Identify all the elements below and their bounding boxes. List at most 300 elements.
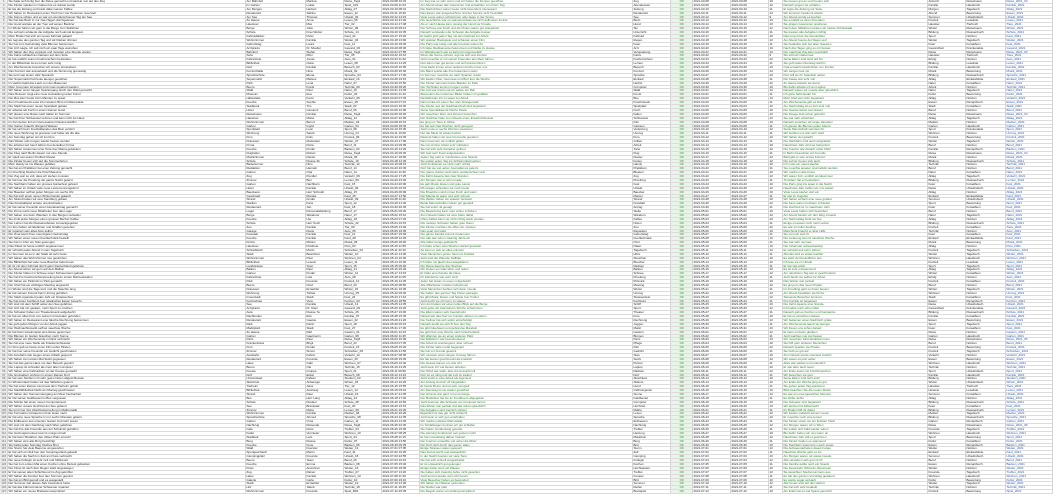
table-cell[interactable]: Tagebuch — [966, 323, 1006, 327]
table-cell[interactable]: Urlaub_2021 — [1006, 16, 1053, 20]
table-cell[interactable]: 2021-03-27 — [693, 74, 731, 78]
table-cell[interactable]: Bus — [246, 397, 306, 401]
table-cell[interactable]: Kultur — [928, 440, 966, 444]
table-cell[interactable]: Sie hat zum ersten Mal einen Kuchen ohne Rezept gebacken — [8, 463, 246, 467]
row-number[interactable]: 50 — [0, 191, 8, 195]
table-cell[interactable]: Sie hat zum Geburtstag viele Blumen bekommen — [8, 43, 246, 47]
table-cell[interactable]: 2021-03-14 — [693, 23, 731, 27]
table-cell[interactable]: 10 — [769, 354, 783, 358]
row-number[interactable]: 47 — [0, 179, 8, 183]
table-cell[interactable]: Gewinn_2021 — [1006, 331, 1053, 335]
table-cell[interactable]: Fest_2021 — [1006, 206, 1053, 210]
table-cell[interactable]: Familie — [306, 475, 344, 479]
table-cell[interactable]: Film — [633, 121, 671, 125]
table-cell[interactable]: 2021-04-04 — [731, 105, 769, 109]
table-cell[interactable]: Fotoalbum — [966, 327, 1006, 331]
table-cell[interactable]: Schreiben_05 — [344, 350, 382, 354]
table-cell[interactable]: OK — [671, 58, 693, 62]
table-cell[interactable]: OK — [671, 459, 693, 463]
table-cell[interactable]: 2021-05-01 09:30 — [382, 210, 420, 214]
table-cell[interactable]: Die Kinder sammeln bunte Blaetter im Park — [420, 82, 633, 86]
table-cell[interactable]: Familie — [928, 315, 966, 319]
table-cell[interactable]: Strand — [246, 393, 306, 397]
table-cell[interactable]: Anfaenger — [306, 381, 344, 385]
table-cell[interactable]: 2021-04-02 — [731, 97, 769, 101]
table-cell[interactable]: Burg — [246, 440, 306, 444]
table-cell[interactable]: 2021-04-12 — [731, 136, 769, 140]
table-cell[interactable]: 10 — [769, 86, 783, 90]
table-cell[interactable]: Wir haben unsere Hochzeit am See gefeiert — [8, 405, 246, 409]
table-cell[interactable]: Musik — [928, 156, 966, 160]
table-cell[interactable]: Sie loesten alle Aufgaben richtig — [783, 31, 928, 35]
table-cell[interactable]: 12 — [769, 214, 783, 218]
table-cell[interactable]: 11 — [769, 195, 783, 199]
table-cell[interactable]: 2021-06-11 — [731, 370, 769, 374]
table-cell[interactable]: Reise — [928, 331, 966, 335]
table-cell[interactable]: 10 — [769, 401, 783, 405]
table-cell[interactable]: Sie hat sich einen neuen Wintermantel gekauft — [8, 195, 246, 199]
table-cell[interactable]: Bewertung — [966, 490, 1006, 494]
table-cell[interactable]: Einkauf — [928, 195, 966, 199]
table-cell[interactable]: 2021-03-08 10:22 — [382, 0, 420, 4]
table-cell[interactable]: Beruf — [928, 284, 966, 288]
table-cell[interactable]: OK — [671, 447, 693, 451]
table-cell[interactable]: 2021-03-27 — [731, 74, 769, 78]
table-cell[interactable]: 11 — [769, 440, 783, 444]
table-cell[interactable]: OK — [671, 253, 693, 257]
table-cell[interactable]: Garten_08 — [344, 335, 382, 339]
table-cell[interactable]: 2021-06-07 08:05 — [382, 354, 420, 358]
row-number[interactable]: 3 — [0, 8, 8, 12]
table-cell[interactable]: Galerie — [246, 479, 306, 483]
table-cell[interactable]: Campingplatz — [246, 455, 306, 459]
table-cell[interactable]: Krankenhaus — [246, 342, 306, 346]
table-cell[interactable]: Mein Handy ist ins Wasser gefallen — [8, 163, 246, 167]
table-cell[interactable]: 2021-04-04 — [693, 105, 731, 109]
table-cell[interactable]: 2021-04-02 — [693, 97, 731, 101]
table-cell[interactable]: 2021-06-05 — [693, 346, 731, 350]
table-cell[interactable]: Zimmer — [246, 350, 306, 354]
table-cell[interactable]: 2021-05-21 16:30 — [382, 288, 420, 292]
table-cell[interactable]: Brautpaar — [306, 405, 344, 409]
table-cell[interactable]: Zug — [246, 175, 306, 179]
table-cell[interactable]: 2021-04-17 — [693, 156, 731, 160]
table-cell[interactable]: Bildung — [928, 409, 966, 413]
table-cell[interactable]: 2021-06-27 — [693, 432, 731, 436]
table-cell[interactable]: Sport_24 — [344, 436, 382, 440]
table-cell[interactable]: Danach gingen sie schlafen — [783, 4, 928, 8]
table-cell[interactable]: 2021-05-27 19:00 — [382, 311, 420, 315]
table-cell[interactable]: Konzert — [633, 70, 671, 74]
table-cell[interactable]: Klassenbuch — [966, 409, 1006, 413]
table-cell[interactable]: Tobias — [306, 292, 344, 296]
table-cell[interactable]: 2021-04-27 — [693, 195, 731, 199]
table-cell[interactable]: Er hat ein altes Foto von seinem Grossvater gefunden — [8, 315, 246, 319]
row-number[interactable]: 66 — [0, 253, 8, 257]
row-number[interactable]: 115 — [1, 442, 7, 447]
table-cell[interactable]: Fest_30 — [344, 405, 382, 409]
table-cell[interactable]: Technik_18 — [344, 486, 382, 490]
table-cell[interactable]: Garten — [246, 183, 306, 187]
table-cell[interactable]: 2021-05-04 10:15 — [382, 222, 420, 226]
table-cell[interactable]: Herbst — [633, 82, 671, 86]
table-cell[interactable]: Handy — [633, 163, 671, 167]
table-cell[interactable]: 2021-07-12 — [731, 490, 769, 494]
table-cell[interactable]: Der Bus kam heute zehn Minuten zu spaet — [8, 97, 246, 101]
table-cell[interactable]: Schluessel — [633, 117, 671, 121]
table-cell[interactable]: OK — [671, 183, 693, 187]
table-cell[interactable]: Winter — [928, 381, 966, 385]
table-cell[interactable]: 2021-05-18 — [731, 276, 769, 280]
table-cell[interactable]: Dann koennen wir endlich grillen — [420, 140, 633, 144]
table-cell[interactable]: Backen_2021 — [1006, 444, 1053, 448]
table-cell[interactable]: Erfolg — [928, 58, 966, 62]
table-cell[interactable]: Markt — [633, 327, 671, 331]
table-cell[interactable]: OK — [671, 354, 693, 358]
table-cell[interactable]: Rezeptbuch — [966, 101, 1006, 105]
table-cell[interactable]: Studium_03 — [344, 377, 382, 381]
table-cell[interactable]: Er hatte eine Karotte als Nase — [420, 272, 633, 276]
table-cell[interactable]: OK — [671, 389, 693, 393]
table-cell[interactable]: Natur_2021 — [1006, 82, 1053, 86]
table-cell[interactable]: 2021-06-01 — [693, 331, 731, 335]
table-cell[interactable]: OK — [671, 261, 693, 265]
table-cell[interactable]: 11 — [769, 374, 783, 378]
table-cell[interactable]: 2021-05-11 — [731, 249, 769, 253]
table-cell[interactable]: 2021-05-15 — [731, 265, 769, 269]
table-cell[interactable]: Sven — [306, 265, 344, 269]
table-cell[interactable]: 2021-07-03 22:55 — [382, 455, 420, 459]
table-cell[interactable]: 2021-04-18 12:30 — [382, 160, 420, 164]
table-cell[interactable]: Alltag — [928, 78, 966, 82]
table-cell[interactable]: Urlaub_2021 — [1006, 303, 1053, 307]
table-cell[interactable]: 2021-04-07 — [693, 117, 731, 121]
table-cell[interactable]: Lesen_14 — [344, 389, 382, 393]
table-cell[interactable]: Sie lernt seit einem Jahr Spanisch — [8, 74, 246, 78]
table-cell[interactable]: Theater — [633, 311, 671, 315]
table-cell[interactable]: 2021-05-08 12:25 — [382, 237, 420, 241]
table-cell[interactable]: Urlaub_12 — [344, 303, 382, 307]
table-cell[interactable]: Giessen — [633, 125, 671, 129]
table-cell[interactable]: 2021-06-19 — [693, 401, 731, 405]
table-cell[interactable]: Schule_22 — [344, 222, 382, 226]
table-cell[interactable]: 9 — [769, 54, 783, 58]
table-cell[interactable]: Am Strand haben wir eine Sandburg gebaut — [8, 198, 246, 202]
table-cell[interactable]: Wohnen_04 — [344, 257, 382, 261]
table-cell[interactable]: 2021-06-16 09:10 — [382, 389, 420, 393]
table-cell[interactable]: 2021-03-19 — [693, 43, 731, 47]
table-cell[interactable]: Auto_2021 — [1006, 276, 1053, 280]
table-cell[interactable]: 2021-04-12 19:45 — [382, 136, 420, 140]
table-cell[interactable]: Katrin — [306, 323, 344, 327]
table-cell[interactable]: Familie — [306, 237, 344, 241]
table-cell[interactable]: Musikzimmer — [246, 156, 306, 160]
table-cell[interactable]: 2021-04-24 — [731, 183, 769, 187]
table-cell[interactable]: OK — [671, 381, 693, 385]
table-cell[interactable]: 2021-05-17 13:15 — [382, 272, 420, 276]
table-cell[interactable]: Wetter_2021 — [1006, 253, 1053, 257]
table-cell[interactable]: Arztpraxis — [246, 307, 306, 311]
table-cell[interactable]: Morgen — [928, 8, 966, 12]
table-cell[interactable]: Notizen — [966, 163, 1006, 167]
table-cell[interactable]: Bildung — [928, 31, 966, 35]
table-cell[interactable]: Es hat seit zwei Wochen nicht geregnet — [420, 125, 633, 129]
table-cell[interactable]: Zug — [246, 471, 306, 475]
table-cell[interactable]: Urlaubsbuch — [966, 16, 1006, 20]
table-cell[interactable]: 2021-05-31 — [731, 327, 769, 331]
table-cell[interactable]: Kuchen — [633, 463, 671, 467]
table-cell[interactable]: Umzug_2021 — [1006, 132, 1053, 136]
table-cell[interactable]: Im Fruehling geht es ihnen besser — [783, 288, 928, 292]
table-cell[interactable]: 10 — [769, 257, 783, 261]
table-cell[interactable]: 2021-06-15 15:55 — [382, 385, 420, 389]
table-cell[interactable]: Sie hat das Buch in nur zwei Tagen durchgelesen — [8, 19, 246, 23]
table-cell[interactable]: Tierbuch — [966, 385, 1006, 389]
table-cell[interactable]: Schule_14 — [344, 31, 382, 35]
table-cell[interactable]: 2021-06-17 21:05 — [382, 393, 420, 397]
table-cell[interactable]: Wir haben einen neuen Kuehlschrank bestellt — [8, 237, 246, 241]
table-cell[interactable]: Freizeit — [928, 249, 966, 253]
table-cell[interactable]: Viele Leute kaufen dort ein — [783, 191, 928, 195]
table-cell[interactable]: Urlaub_03 — [344, 16, 382, 20]
table-cell[interactable]: Er faehrt jetzt jeden Tag mit dem Fahrrad zur Arbeit — [420, 35, 633, 39]
table-cell[interactable]: 2021-06-17 — [693, 393, 731, 397]
row-number[interactable]: 45 — [0, 171, 8, 175]
table-cell[interactable]: Hausbuch — [966, 4, 1006, 8]
table-cell[interactable]: Katze — [633, 54, 671, 58]
table-cell[interactable]: Er hat eine neue Sprache in nur sechs Monaten gelernt — [8, 416, 246, 420]
table-cell[interactable]: Alle freuen sich auf den Herbst — [783, 482, 928, 486]
table-cell[interactable]: Notizen — [966, 58, 1006, 62]
table-cell[interactable]: Sie hat sich schnell eingearbeitet — [420, 459, 633, 463]
table-cell[interactable]: Urlaub_09 — [344, 198, 382, 202]
table-cell[interactable]: Noten — [633, 222, 671, 226]
table-cell[interactable]: Wohnen_10 — [344, 432, 382, 436]
table-cell[interactable]: 2021-05-21 — [731, 288, 769, 292]
table-cell[interactable]: Sie gehen jeden Tag spazieren — [783, 385, 928, 389]
table-cell[interactable]: 2021-06-22 20:20 — [382, 412, 420, 416]
table-cell[interactable]: Kueche — [246, 218, 306, 222]
table-cell[interactable]: 2021-03-12 14:15 — [382, 16, 420, 20]
table-cell[interactable]: Der Duft zieht durch das ganze Haus — [420, 444, 633, 448]
table-cell[interactable]: 2021-04-15 — [693, 148, 731, 152]
table-cell[interactable]: Bildung — [928, 401, 966, 405]
table-cell[interactable]: Deshalb kam ich zu spaet zur Arbeit — [420, 97, 633, 101]
table-cell[interactable]: 11 — [769, 300, 783, 304]
table-cell[interactable]: Die Bewerbung kann man online schicken — [420, 210, 633, 214]
table-cell[interactable]: 2021-03-29 — [731, 82, 769, 86]
table-cell[interactable]: 2021-06-04 — [731, 342, 769, 346]
table-cell[interactable]: Freunde — [306, 490, 344, 494]
table-cell[interactable]: Die Eltern waren sehr beeindruckt — [420, 311, 633, 315]
table-cell[interactable]: Treffen — [633, 471, 671, 475]
table-cell[interactable]: Oma backt immer einen leckeren Kuchen fuer uns — [420, 66, 633, 70]
table-cell[interactable]: 2021-03-28 — [693, 78, 731, 82]
table-cell[interactable]: Reise — [928, 113, 966, 117]
table-cell[interactable]: Umzug_01 — [344, 132, 382, 136]
table-cell[interactable]: Reise — [928, 51, 966, 55]
table-cell[interactable]: Bibliothek — [246, 389, 306, 393]
row-number[interactable]: 46 — [0, 175, 8, 179]
table-cell[interactable]: 2021-05-28 15:45 — [382, 315, 420, 319]
table-cell[interactable]: 2021-05-02 15:10 — [382, 214, 420, 218]
table-cell[interactable]: 2021-06-13 — [693, 377, 731, 381]
table-cell[interactable]: Beruf_20 — [344, 284, 382, 288]
table-cell[interactable]: Sie arbeitet seit fuenf Jahren bei derselben Firma — [8, 144, 246, 148]
table-cell[interactable]: 10 — [769, 268, 783, 272]
table-cell[interactable]: 13 — [769, 19, 783, 23]
table-cell[interactable]: Die neue Kollegin ist sehr nett und hilfsbereit — [8, 459, 246, 463]
table-cell[interactable]: Fotoalbum — [966, 226, 1006, 230]
table-cell[interactable]: Reise — [928, 338, 966, 342]
table-cell[interactable]: Essen — [928, 319, 966, 323]
table-cell[interactable]: Natur_17 — [344, 214, 382, 218]
table-cell[interactable]: Familie — [928, 4, 966, 8]
table-cell[interactable]: Beruf_06 — [344, 109, 382, 113]
table-cell[interactable]: Sie haben den ganzen Tag Kisten getragen — [420, 292, 633, 296]
row-number[interactable]: 111 — [1, 426, 7, 431]
table-cell[interactable]: Wir haben zusammen eine Torte fuer Mama gebacken — [8, 148, 246, 152]
table-cell[interactable]: OK — [671, 43, 693, 47]
table-cell[interactable]: Er hat seinen alten Schulfreund im Zug getroffen — [8, 471, 246, 475]
table-cell[interactable]: Urlaubsbuch — [966, 187, 1006, 191]
table-cell[interactable]: 2021-05-09 18:30 — [382, 241, 420, 245]
table-cell[interactable]: 2021-07-02 — [731, 451, 769, 455]
table-cell[interactable]: Bildung — [928, 222, 966, 226]
table-cell[interactable]: 11 — [769, 222, 783, 226]
table-cell[interactable]: Leseliste — [966, 389, 1006, 393]
table-cell[interactable]: 12 — [769, 117, 783, 121]
row-number[interactable]: 40 — [0, 152, 8, 156]
table-cell[interactable]: Wetter_16 — [344, 467, 382, 471]
table-cell[interactable]: Lesen_08 — [344, 62, 382, 66]
table-cell[interactable]: Tagebuch — [966, 117, 1006, 121]
table-cell[interactable]: 2021-06-05 — [731, 346, 769, 350]
row-number[interactable]: 29 — [0, 109, 8, 113]
table-cell[interactable]: OK — [671, 62, 693, 66]
table-cell[interactable]: 11 — [769, 167, 783, 171]
table-cell[interactable]: 2021-07-08 11:30 — [382, 475, 420, 479]
table-cell[interactable]: Garten — [928, 335, 966, 339]
table-cell[interactable]: 12 — [769, 160, 783, 164]
table-cell[interactable]: Haus — [246, 362, 306, 366]
table-cell[interactable]: 2021-03-10 08:41 — [382, 8, 420, 12]
table-cell[interactable]: 2021-06-09 10:40 — [382, 362, 420, 366]
table-cell[interactable]: 2021-06-24 — [731, 420, 769, 424]
row-number[interactable]: 60 — [0, 230, 8, 234]
table-cell[interactable]: 2021-04-09 — [731, 125, 769, 129]
table-cell[interactable]: Einige muessen noch mehr ueben — [783, 222, 928, 226]
table-cell[interactable]: 2021-05-13 — [693, 257, 731, 261]
table-cell[interactable]: 11 — [769, 451, 783, 455]
table-cell[interactable]: Notizen — [966, 97, 1006, 101]
table-cell[interactable]: Jetzt moechte er mit seinen Freunden ans Meer fahren — [420, 58, 633, 62]
table-cell[interactable]: Das Zelt ist leicht und wasserdicht — [420, 451, 633, 455]
table-cell[interactable]: Geburtstag — [633, 233, 671, 237]
table-cell[interactable]: 2021-04-04 16:30 — [382, 105, 420, 109]
table-cell[interactable]: Ich lese sie im Urlaub — [783, 261, 928, 265]
table-cell[interactable]: Alltag_15 — [344, 191, 382, 195]
table-cell[interactable]: Hinweis — [928, 389, 966, 393]
table-cell[interactable]: Familie — [306, 113, 344, 117]
table-cell[interactable]: OK — [671, 144, 693, 148]
table-cell[interactable]: 2021-05-02 — [693, 214, 731, 218]
row-number[interactable]: 93 — [0, 358, 8, 362]
table-cell[interactable]: 2021-06-23 12:35 — [382, 416, 420, 420]
table-cell[interactable]: 2021-05-05 — [693, 226, 731, 230]
table-cell[interactable]: Bewertung — [966, 12, 1006, 16]
table-cell[interactable]: Gaeste — [306, 319, 344, 323]
table-cell[interactable]: 12 — [769, 482, 783, 486]
table-cell[interactable]: Die Party ging bis spaet in die Nacht — [783, 183, 928, 187]
table-cell[interactable]: Viele Leute haben sich beworben — [783, 210, 928, 214]
table-cell[interactable]: Die Kinder freuen sich auf die Sommerferien — [8, 160, 246, 164]
table-cell[interactable]: Sie hat ihren Schluessel verloren und kam nicht ins Haus — [8, 117, 246, 121]
table-cell[interactable]: OK — [671, 467, 693, 471]
table-cell[interactable]: Kevin — [306, 97, 344, 101]
table-cell[interactable]: 2021-05-09 — [731, 241, 769, 245]
table-cell[interactable]: Im Herbst faellt das Laub von den Baeumen — [8, 82, 246, 86]
table-cell[interactable]: 2021-05-30 06:15 — [382, 323, 420, 327]
table-cell[interactable]: Kauf_2021 — [1006, 451, 1053, 455]
table-cell[interactable]: Ich gehe bald wieder hin — [783, 93, 928, 97]
table-cell[interactable]: Anwohner — [306, 467, 344, 471]
table-cell[interactable]: Trotzdem hat er bestanden — [783, 179, 928, 183]
table-cell[interactable]: Seine Spezialitaet ist frische Pasta — [420, 109, 633, 113]
table-cell[interactable]: Ferien — [633, 160, 671, 164]
table-cell[interactable]: OK — [671, 315, 693, 319]
table-cell[interactable]: Freizeit — [928, 346, 966, 350]
table-cell[interactable]: Sport — [928, 370, 966, 374]
table-cell[interactable]: Fest_2021 — [1006, 296, 1053, 300]
table-cell[interactable]: Fotoalbum — [966, 315, 1006, 319]
row-number[interactable]: 70 — [0, 268, 8, 272]
table-cell[interactable]: 12 — [769, 424, 783, 428]
table-cell[interactable]: 2021-07-08 — [693, 475, 731, 479]
table-cell[interactable]: Fotoalbum — [966, 393, 1006, 397]
table-cell[interactable]: Hof — [246, 486, 306, 490]
row-number[interactable]: 14 — [0, 51, 8, 55]
table-cell[interactable]: Kultur — [928, 93, 966, 97]
table-cell[interactable]: Wir haben im Restaurant eine falsche Rechnung bekommen — [8, 319, 246, 323]
table-cell[interactable]: Notizen — [966, 109, 1006, 113]
table-cell[interactable]: OK — [671, 206, 693, 210]
row-number[interactable]: 4 — [0, 12, 8, 16]
table-cell[interactable]: Sportplatz — [246, 128, 306, 132]
table-cell[interactable]: Notizen — [966, 354, 1006, 358]
row-number[interactable]: 65 — [0, 249, 8, 253]
table-cell[interactable]: OK — [671, 358, 693, 362]
table-cell[interactable]: Naechstes Jahr will er gewinnen — [783, 436, 928, 440]
table-cell[interactable]: Es ging um Tiere in Afrika — [420, 121, 633, 125]
row-number[interactable]: 106 — [1, 407, 7, 412]
table-cell[interactable]: 2021-06-25 — [693, 424, 731, 428]
table-cell[interactable]: 2021-04-22 17:25 — [382, 175, 420, 179]
table-cell[interactable]: 2021-06-26 — [731, 428, 769, 432]
table-cell[interactable]: OK — [671, 420, 693, 424]
table-cell[interactable]: 11 — [769, 420, 783, 424]
table-cell[interactable]: Marie — [306, 409, 344, 413]
table-cell[interactable]: Einkauf — [928, 237, 966, 241]
table-cell[interactable]: Kuehlschrank — [633, 237, 671, 241]
table-cell[interactable]: 2021-06-03 — [693, 338, 731, 342]
table-cell[interactable]: Natur — [928, 82, 966, 86]
table-cell[interactable]: Auto_05 — [344, 230, 382, 234]
table-cell[interactable]: 2021-06-19 — [731, 401, 769, 405]
table-cell[interactable]: Beruf_2021 — [1006, 342, 1053, 346]
table-cell[interactable]: Sie hat ein Praktikum bei einer Zeitung gemacht — [8, 167, 246, 171]
table-cell[interactable]: 2021-05-19 — [731, 280, 769, 284]
